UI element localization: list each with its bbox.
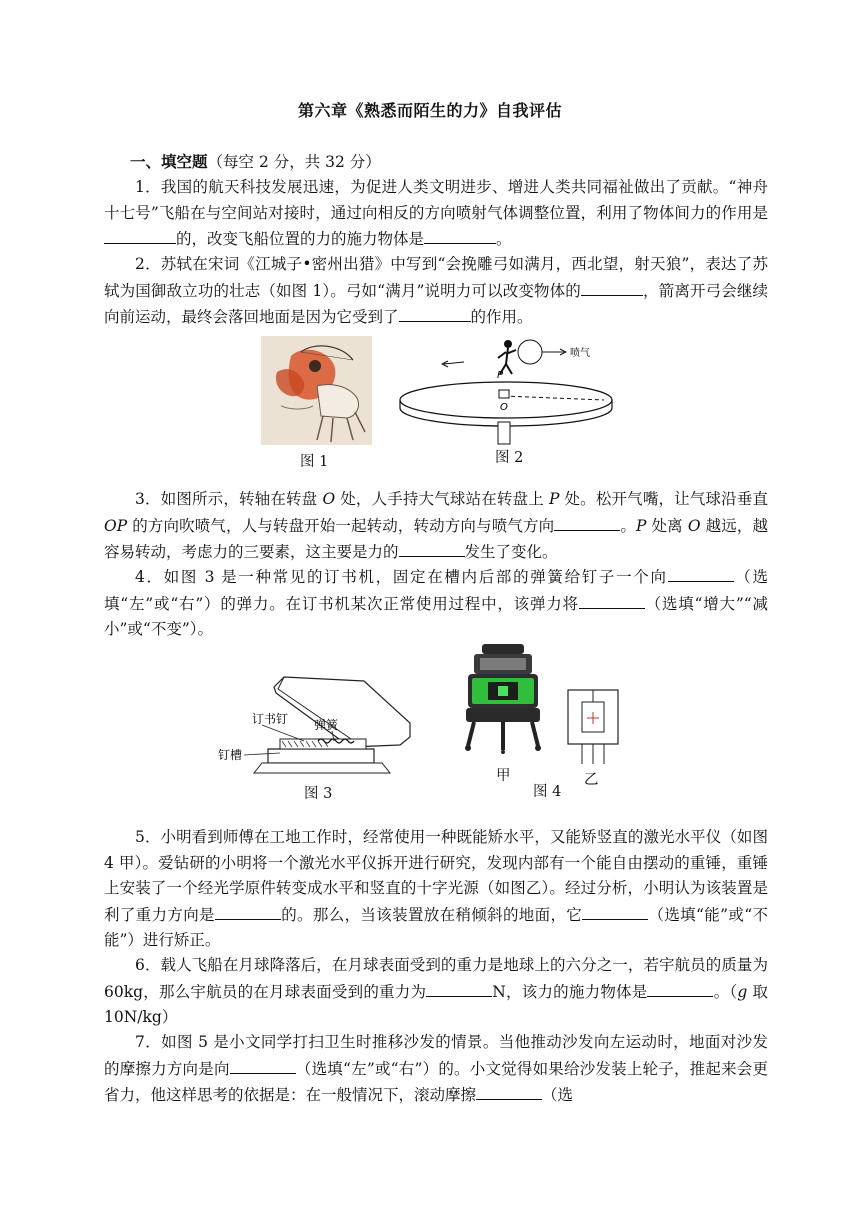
figure-3-label-nail: 订书钉 (252, 712, 289, 726)
answer-blank[interactable] (476, 1082, 542, 1100)
figure-3-caption: 图 3 (304, 786, 333, 802)
answer-blank[interactable] (424, 226, 496, 244)
figure-2-label-p: P (497, 370, 504, 381)
answer-blank[interactable] (581, 278, 643, 296)
question-2: 2．苏轼在宋词《江城子•密州出猎》中写到“会挽雕弓如满月，西北望，射天狼”，表达了苏轼为国御敌立功的壮志（如图 1）。弓如“满月”说明力可以改变物体的 ，箭离开弓会继续向前运动，最终会落回地面是因为它受到了 的作用。 (104, 255, 768, 326)
question-6: 6．载人飞船在月球降落后，在月球表面受到的重力是地球上的六分之一，若宇航员的质量为 60kg，那么宇航员的在月球表面受到的重力为 N，该力的施力物体是 。（g 取 10N/kg） (104, 956, 768, 1026)
figure-2-caption: 图 2 (495, 450, 524, 466)
page-title: 第六章《熟悉而陌生的力》自我评估 (297, 101, 562, 120)
answer-blank[interactable] (230, 1056, 296, 1074)
figure-3-label-spring: 弹簧 (314, 718, 339, 732)
figure-1-image (261, 336, 372, 445)
answer-blank[interactable] (399, 539, 465, 557)
answer-blank[interactable] (554, 513, 620, 531)
figure-2-diagram (394, 334, 634, 446)
question-5: 5．小明看到师傅在工地工作时，经常使用一种既能矫水平，又能矫竖直的激光水平仪（如图 4 甲）。爱钻研的小明将一个激光水平仪拆开进行研究，发现内部有一个能自由摆动的重锤，重锤上安装了一个经光学原件转变成水平和竖直的十字光源（如图乙）。经过分析，小明认为该装置是利了重力方向是 的。那么，当该装置放在稍倾斜的地面，它 （选填“能”或“不能”）进行矫正。 (104, 828, 768, 949)
figure-4-caption: 图 4 (533, 784, 562, 800)
answer-blank[interactable] (215, 902, 281, 920)
question-7: 7．如图 5 是小文同学打扫卫生时推移沙发的情景。当他推动沙发向左运动时，地面对沙发的摩擦力方向是向 （选填“左”或“右”）的。小文觉得如果给沙发装上轮子，推起来会更省力，他这样思考的依据是：在一般情况下，滚动摩擦 （选 (104, 1033, 768, 1104)
answer-blank[interactable] (104, 226, 176, 244)
section-note: （每空 2 分，共 32 分） (207, 153, 381, 171)
figure-2-label-o: O (500, 402, 508, 413)
figure-4b-diagram (566, 688, 622, 766)
answer-blank[interactable] (668, 564, 734, 582)
answer-blank[interactable] (579, 591, 645, 609)
figure-2-label-spray: 喷气 (570, 348, 590, 359)
answer-blank[interactable] (426, 979, 492, 997)
figure-1-caption: 图 1 (300, 454, 329, 470)
section-heading (130, 150, 381, 172)
figure-4b-label: 乙 (584, 772, 599, 788)
answer-blank[interactable] (582, 902, 648, 920)
answer-blank[interactable] (647, 979, 713, 997)
answer-blank[interactable] (399, 304, 471, 322)
question-3: 3．如图所示，转轴在转盘 O 处，人手持大气球站在转盘上 P 处。松开气嘴，让气球沿垂直 OP 的方向吹喷气，人与转盘开始一起转动，转动方向与喷气方向 。P 处离 O 越远，越容易转动，考虑力的三要素，这主要是力的 发生了变化。 (104, 490, 768, 561)
question-4: 4．如图 3 是一种常见的订书机，固定在槽内后部的弹簧给钉子一个向 （选填“左”或“右”）的弹力。在订书机某次正常使用过程中，该弹力将 （选填“增大”“减小”或“不变”）。 (104, 564, 768, 643)
figure-4a-laser-level (462, 642, 544, 754)
question-1: 1．我国的航天科技发展迅速，为促进人类文明进步、增进人类共同福祉做出了贡献。“神舟十七号”飞船在与空间站对接时，通过向相反的方向喷射气体调整位置，利用了物体间力的作用是的，改变飞船位置的力的施力物体是 。 (104, 178, 768, 248)
figure-3-label-slot: 钉槽 (218, 748, 243, 762)
figure-3-diagram (214, 673, 418, 777)
section-title: 一、填空题 (130, 152, 208, 171)
figure-4a-label: 甲 (496, 768, 511, 784)
